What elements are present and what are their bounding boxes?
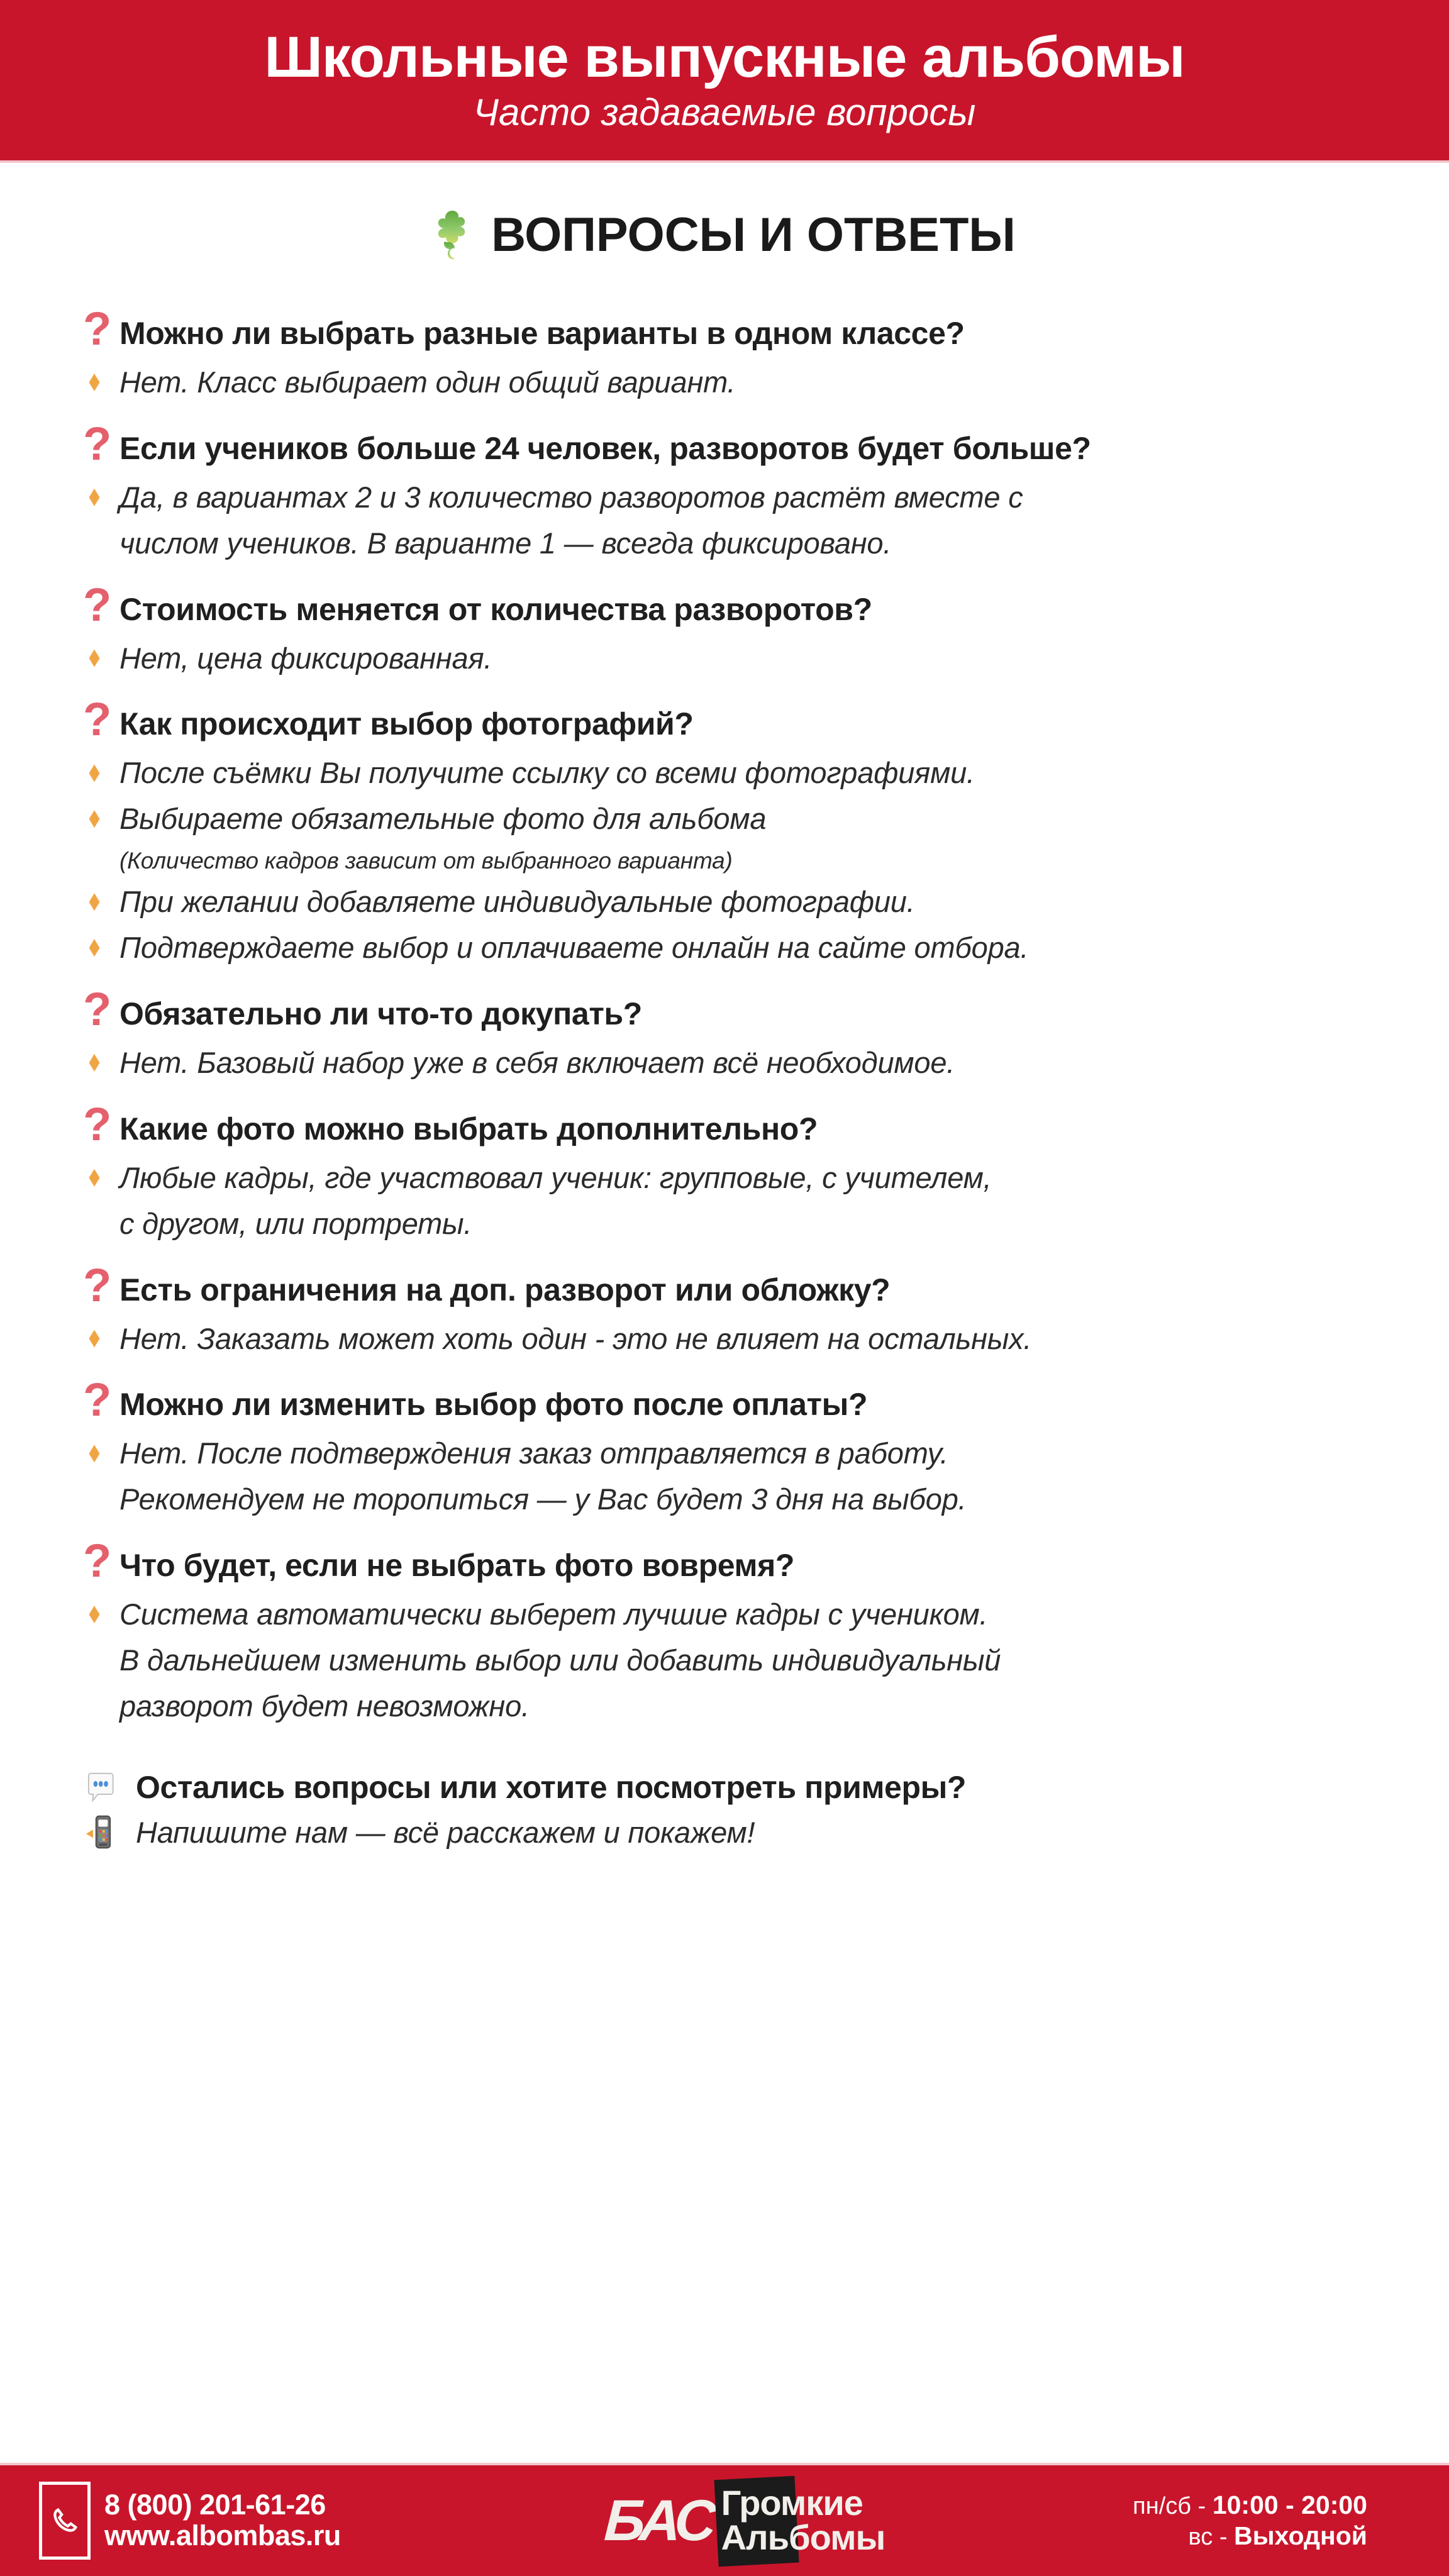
answer-text: Нет. Класс выбирает один общий вариант.	[119, 365, 736, 399]
cta-subtitle: Напишите нам — всё расскажем и покажем!	[136, 1815, 755, 1849]
answer-text: Нет, цена фиксированная.	[119, 641, 492, 675]
answer-text: Система автоматически выберет лучшие кадры с учеником.	[119, 1597, 988, 1631]
answer-row	[83, 753, 1372, 794]
faq-list	[83, 303, 1372, 1858]
question-mark-icon: ?	[83, 1258, 112, 1311]
page-footer	[0, 2465, 1449, 2576]
answer-row	[83, 845, 1372, 877]
question-row[interactable]	[83, 1258, 1372, 1311]
question-row[interactable]	[83, 303, 1372, 355]
answer-text: с другом, или портреты.	[119, 1206, 472, 1240]
question-row[interactable]	[83, 1097, 1372, 1150]
qa-block	[83, 982, 1372, 1084]
page-title: Школьные выпускные альбомы	[264, 25, 1185, 90]
answer-text: Да, в вариантах 2 и 3 количество разворотов растёт вместе с	[119, 480, 1023, 514]
speech-bubble-icon	[83, 1771, 122, 1804]
question-row[interactable]	[83, 578, 1372, 631]
answer-row	[83, 1433, 1372, 1474]
answer-row	[83, 638, 1372, 679]
answer-row	[83, 1319, 1372, 1360]
answer-row	[83, 882, 1372, 923]
question-text: Стоимость меняется от количества разворотов?	[119, 591, 872, 627]
qa-block	[83, 303, 1372, 403]
diamond-bullet-icon	[83, 810, 106, 828]
hours-sunday	[1189, 2521, 1367, 2551]
section-title-text: ВОПРОСЫ И ОТВЕТЫ	[491, 208, 1016, 262]
question-mark-icon: ?	[83, 1535, 112, 1587]
answer-row	[83, 1158, 1372, 1199]
cta-block	[83, 1768, 1372, 1852]
qa-block	[83, 693, 1372, 968]
question-mark-icon: ?	[83, 303, 112, 355]
hours-weekday-label: пн/сб -	[1133, 2493, 1213, 2520]
diamond-bullet-icon	[83, 374, 106, 391]
question-mark-icon: ?	[83, 1374, 112, 1426]
answer-text: разворот будет невозможно.	[119, 1689, 530, 1723]
bullet-spacer	[83, 1652, 106, 1669]
bullet-spacer	[83, 1697, 106, 1715]
answer-row	[83, 477, 1372, 518]
footer-phone-number[interactable]: 8 (800) 201-61-26	[104, 2489, 326, 2521]
cta-title: Остались вопросы или хотите посмотреть примеры?	[136, 1769, 967, 1805]
diamond-bullet-icon	[83, 764, 106, 782]
brand-logo	[602, 2483, 886, 2557]
diamond-bullet-icon	[83, 650, 106, 667]
question-text: Какие фото можно выбрать дополнительно?	[119, 1111, 818, 1146]
answer-note-text: (Количество кадров зависит от выбранного варианта)	[119, 848, 733, 874]
answer-text: Нет. Базовый набор уже в себя включает всё необходимое.	[119, 1045, 955, 1079]
question-text: Если учеников больше 24 человек, разворотов будет больше?	[119, 430, 1091, 466]
answer-row	[83, 799, 1372, 840]
answer-row	[83, 362, 1372, 403]
answer-row	[83, 1043, 1372, 1084]
answer-text: Рекомендуем не торопиться — у Вас будет 3 дня на выбор.	[119, 1482, 967, 1516]
footer-logo-block	[483, 2483, 1006, 2557]
hours-weekday-value: 10:00 - 20:00	[1212, 2490, 1367, 2520]
puzzle-piece-icon	[433, 209, 475, 261]
question-row[interactable]	[83, 693, 1372, 746]
answer-text: Нет. Заказать может хоть один - это не влияет на остальных.	[119, 1321, 1032, 1355]
diamond-bullet-icon	[83, 489, 106, 506]
diamond-bullet-icon	[83, 893, 106, 911]
question-mark-icon: ?	[83, 982, 112, 1035]
hours-sunday-label: вс -	[1188, 2524, 1235, 2550]
answer-row	[83, 928, 1372, 969]
qa-block	[83, 1258, 1372, 1360]
question-mark-icon: ?	[83, 1097, 112, 1150]
logo-line-2: Альбомы	[721, 2518, 886, 2557]
qa-block	[83, 1374, 1372, 1520]
question-row[interactable]	[83, 982, 1372, 1035]
question-text: Есть ограничения на доп. разворот или обложку?	[119, 1272, 891, 1307]
diamond-bullet-icon	[83, 1606, 106, 1623]
answer-row	[83, 1204, 1372, 1245]
logo-line-1: Громкие	[721, 2483, 863, 2523]
header-divider	[0, 160, 1449, 163]
answer-row	[83, 1686, 1372, 1727]
diamond-bullet-icon	[83, 1169, 106, 1187]
answer-row	[83, 1640, 1372, 1681]
qa-block	[83, 1535, 1372, 1727]
qa-block	[83, 417, 1372, 564]
section-heading	[0, 208, 1449, 262]
cta-subtitle-row[interactable]	[83, 1813, 1372, 1852]
footer-website-link[interactable]: www.albombas.ru	[104, 2519, 341, 2551]
diamond-bullet-icon	[83, 1445, 106, 1462]
question-mark-icon: ?	[83, 578, 112, 631]
logo-mark-bas: БАС	[602, 2488, 714, 2553]
question-text: Можно ли изменить выбор фото после оплаты?	[119, 1387, 868, 1423]
answer-text: Нет. После подтверждения заказ отправляется в работу.	[119, 1436, 948, 1470]
question-row[interactable]	[83, 1374, 1372, 1426]
phone-handset-icon	[39, 2482, 91, 2560]
answer-text: При желании добавляете индивидуальные фотографии.	[119, 885, 915, 919]
answer-row	[83, 523, 1372, 564]
question-text: Можно ли выбрать разные варианты в одном классе?	[119, 316, 965, 351]
page-header	[0, 0, 1449, 160]
footer-contact-block	[0, 2482, 483, 2560]
page-subtitle: Часто задаваемые вопросы	[473, 91, 976, 133]
bullet-spacer	[83, 1215, 106, 1233]
bullet-spacer	[83, 856, 106, 874]
diamond-bullet-icon	[83, 1054, 106, 1072]
qa-block	[83, 1097, 1372, 1245]
answer-text: В дальнейшем изменить выбор или добавить индивидуальный	[119, 1643, 1001, 1677]
question-row[interactable]	[83, 417, 1372, 470]
question-mark-icon: ?	[83, 417, 112, 470]
footer-hours-block	[1006, 2490, 1449, 2551]
mobile-phone-icon	[83, 1814, 122, 1850]
question-mark-icon: ?	[83, 693, 112, 746]
answer-text: Подтверждаете выбор и оплачиваете онлайн на сайте отбора.	[119, 931, 1029, 965]
answer-text: После съёмки Вы получите ссылку со всеми фотографиями.	[119, 756, 975, 790]
answer-text: числом учеников. В варианте 1 — всегда фиксировано.	[119, 526, 892, 560]
answer-text: Выбираете обязательные фото для альбома	[119, 802, 767, 836]
bullet-spacer	[83, 1491, 106, 1508]
qa-block	[83, 578, 1372, 679]
hours-weekday	[1133, 2490, 1367, 2521]
hours-sunday-value: Выходной	[1234, 2521, 1367, 2550]
cta-title-row[interactable]	[83, 1768, 1372, 1806]
question-text: Как происходит выбор фотографий?	[119, 706, 694, 742]
question-text: Что будет, если не выбрать фото вовремя?	[119, 1548, 795, 1584]
answer-row	[83, 1594, 1372, 1635]
answer-text: Любые кадры, где участвовал ученик: групповые, с учителем,	[119, 1160, 992, 1194]
question-row[interactable]	[83, 1535, 1372, 1587]
diamond-bullet-icon	[83, 1330, 106, 1348]
answer-row	[83, 1479, 1372, 1520]
question-text: Обязательно ли что-то докупать?	[119, 996, 642, 1031]
diamond-bullet-icon	[83, 939, 106, 957]
bullet-spacer	[83, 535, 106, 552]
logo-wordmark	[721, 2483, 886, 2557]
